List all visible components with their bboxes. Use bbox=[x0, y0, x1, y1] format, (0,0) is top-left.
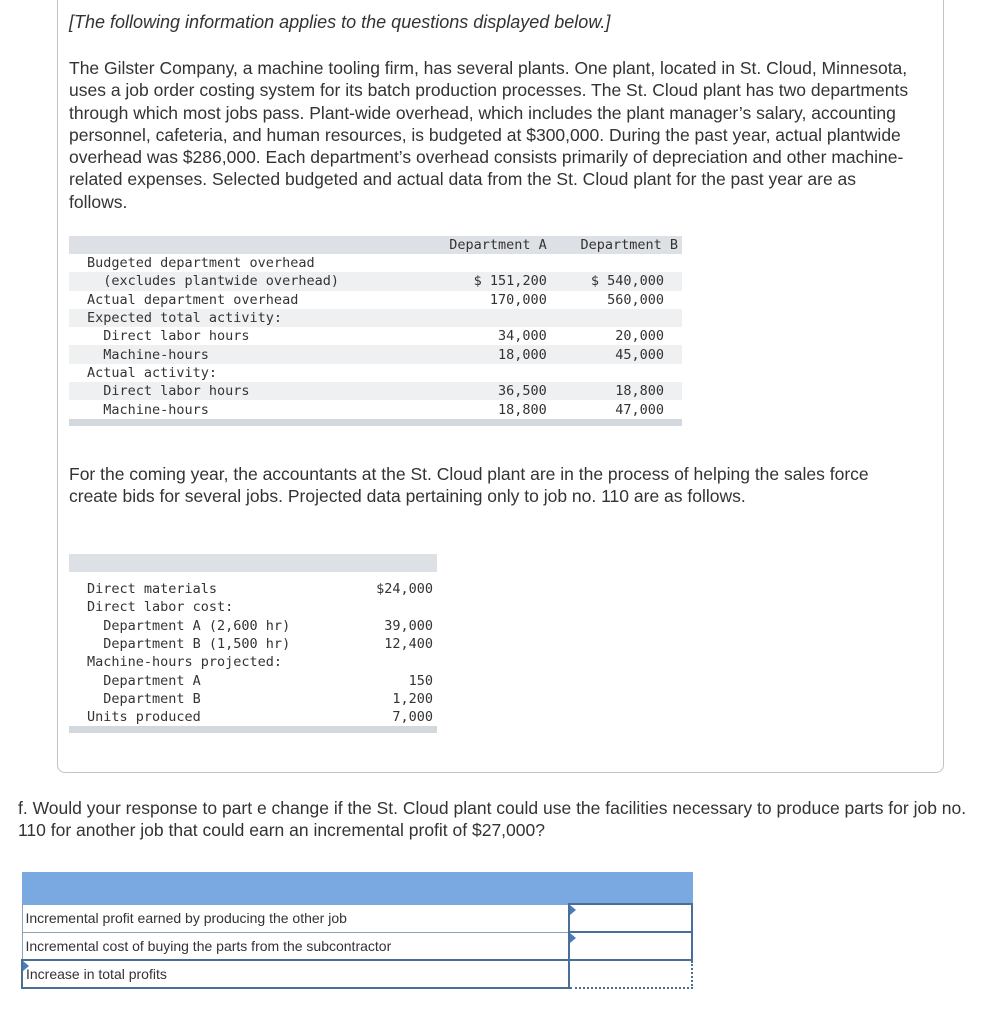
table-row bbox=[69, 635, 437, 653]
table-row bbox=[69, 382, 682, 400]
table-footer bbox=[69, 419, 682, 426]
department-data-table bbox=[69, 236, 682, 426]
table-row bbox=[69, 364, 682, 382]
table-header bbox=[69, 236, 682, 254]
answer-label: Incremental profit earned by producing the other job bbox=[22, 904, 569, 932]
row-label: Department B bbox=[87, 690, 201, 707]
intro-note: [The following information applies to the questions displayed below.] bbox=[69, 12, 611, 32]
cell-value: 170,000 bbox=[489, 291, 547, 308]
row-label: Department A bbox=[87, 672, 201, 689]
row-label: Direct labor cost: bbox=[87, 599, 234, 616]
cell-value: $ 151,200 bbox=[417, 272, 547, 290]
cell-value: 560,000 bbox=[607, 291, 664, 308]
answer-input[interactable] bbox=[569, 932, 692, 960]
cell-value bbox=[547, 254, 682, 272]
answer-row bbox=[22, 904, 692, 932]
question-f: f. Would your response to part e change if the St. Cloud plant could use the facilities necessary to produce parts for job no. 110 for another job that could earn an incremental profit of $27,000? bbox=[18, 798, 967, 840]
column-header: Department A bbox=[417, 236, 547, 254]
job-110-table bbox=[69, 554, 437, 733]
row-label: Actual activity: bbox=[87, 364, 218, 381]
table-row bbox=[69, 272, 682, 290]
row-label: Budgeted department overhead bbox=[87, 255, 315, 272]
table-row bbox=[69, 254, 682, 272]
cell-value: 18,000 bbox=[417, 345, 547, 363]
cell-value: $ 540,000 bbox=[547, 272, 682, 290]
cell-value: 34,000 bbox=[498, 328, 547, 345]
job-paragraph: For the coming year, the accountants at the St. Cloud plant are in the process of helping the sales force create bids for several jobs. Projected data pertaining only to job no. 110 are as follows. bbox=[69, 464, 869, 507]
cell-value: 7,000 bbox=[392, 709, 433, 726]
table-header bbox=[69, 554, 437, 572]
row-label: Department A (2,600 hr) bbox=[87, 617, 291, 634]
table-row bbox=[69, 653, 437, 671]
cell-value: 39,000 bbox=[384, 617, 433, 634]
row-label: Machine-hours bbox=[69, 345, 417, 363]
row-label: Department B (1,500 hr) bbox=[87, 636, 291, 653]
cell-value: 18,800 bbox=[498, 401, 547, 418]
row-label: Direct labor hours bbox=[69, 382, 417, 400]
table-row bbox=[69, 345, 682, 363]
cell-value: 18,800 bbox=[547, 382, 682, 400]
answer-header bbox=[22, 873, 692, 905]
cell-value bbox=[417, 364, 547, 382]
answer-table bbox=[21, 872, 693, 989]
table-row bbox=[69, 671, 437, 689]
cell-value bbox=[417, 309, 547, 327]
cell-value: 1,200 bbox=[392, 690, 433, 707]
input-marker-icon bbox=[570, 933, 576, 943]
table-row bbox=[69, 617, 437, 635]
row-label: Units produced bbox=[87, 709, 201, 726]
input-marker-icon bbox=[570, 905, 576, 915]
row-label: Direct labor hours bbox=[87, 328, 250, 345]
column-header bbox=[69, 236, 417, 254]
row-label: Direct materials bbox=[87, 581, 218, 598]
row-label: Machine-hours projected: bbox=[87, 654, 283, 671]
input-marker-icon bbox=[23, 961, 29, 971]
table-row bbox=[69, 400, 682, 418]
table-row bbox=[69, 327, 682, 345]
cell-value: 12,400 bbox=[384, 636, 433, 653]
cell-value bbox=[547, 309, 682, 327]
answer-row bbox=[22, 932, 692, 960]
cell-value bbox=[547, 364, 682, 382]
answer-label: Incremental cost of buying the parts from the subcontractor bbox=[22, 932, 569, 960]
row-label: (excludes plantwide overhead) bbox=[69, 272, 417, 290]
table-row bbox=[69, 291, 682, 309]
cell-value bbox=[358, 653, 437, 671]
scenario-paragraph: The Gilster Company, a machine tooling firm, has several plants. One plant, located in St. Cloud, Minnesota, uses a job order costing system for its batch production processes. The St. Cloud plant has two departments through which most jobs pass. Plant-wide overhead, which includes the plant manager’s salary, accounting personnel, cafeteria, and human resources, is budgeted at $300,000. During the past year, actual plantwide overhead was $286,000. Each department’s overhead consists primarily of depreciation and other machine-related expenses. Selected budgeted and actual data from the St. Cloud plant for the past year are as follows. bbox=[69, 58, 909, 212]
table-row bbox=[69, 690, 437, 708]
cell-value: 47,000 bbox=[615, 401, 664, 418]
cell-value: 150 bbox=[408, 672, 433, 689]
table-row bbox=[69, 598, 437, 616]
row-label: Actual department overhead bbox=[87, 291, 299, 308]
row-label: Machine-hours bbox=[87, 401, 209, 418]
answer-row bbox=[22, 960, 692, 988]
table-footer bbox=[69, 726, 437, 733]
table-row bbox=[69, 708, 437, 726]
cell-value bbox=[358, 598, 437, 616]
cell-value: 20,000 bbox=[615, 328, 664, 345]
row-label: Expected total activity: bbox=[69, 309, 417, 327]
cell-value: 36,500 bbox=[417, 382, 547, 400]
answer-label: Increase in total profits bbox=[22, 960, 569, 988]
cell-value: 45,000 bbox=[547, 345, 682, 363]
column-header: Department B bbox=[547, 236, 682, 254]
table-row bbox=[69, 580, 437, 598]
table-row bbox=[69, 309, 682, 327]
answer-input[interactable] bbox=[569, 960, 692, 988]
cell-value: $24,000 bbox=[376, 581, 433, 598]
answer-input[interactable] bbox=[569, 904, 692, 932]
cell-value bbox=[417, 254, 547, 272]
